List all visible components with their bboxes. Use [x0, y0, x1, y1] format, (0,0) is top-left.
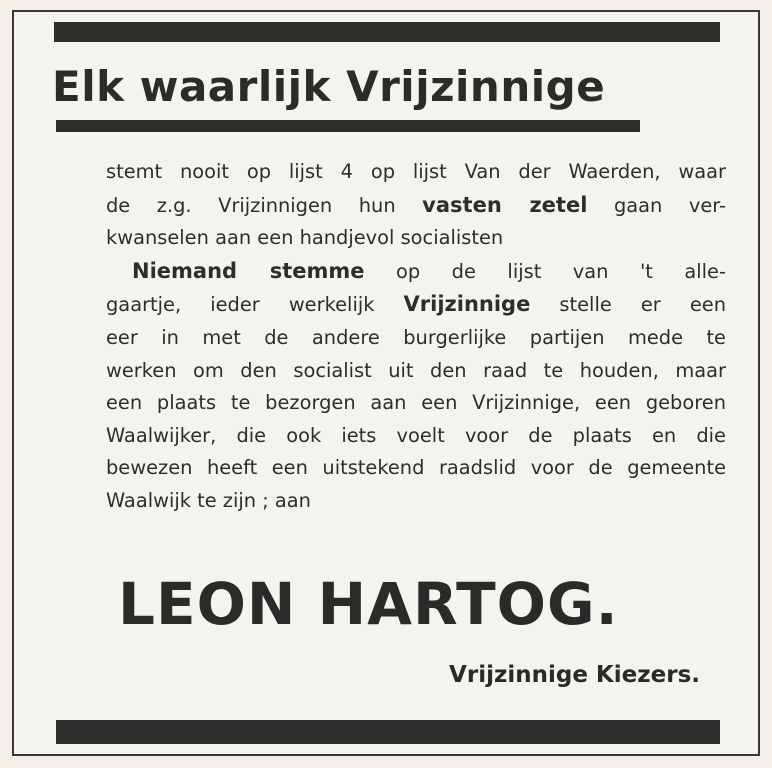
signed-by: Vrijzinnige Kiezers.	[449, 662, 700, 688]
body-line: bewezen heeft een uitstekend raadslid voor de gemeente	[106, 456, 726, 480]
headline: Elk waarlijk Vrijzinnige	[52, 62, 606, 111]
body-text	[106, 156, 726, 518]
body-line: stemt nooit op lijst 4 op lijst Van der Waerden, waar	[106, 160, 726, 183]
headline-underline	[56, 120, 640, 132]
body-line: de z.g. Vrijzinnigen hun vasten zetel gaan ver-	[106, 192, 726, 217]
body-line: Waalwijk te zijn ; aan	[106, 488, 311, 512]
body-line: een plaats te bezorgen aan een Vrijzinnige, een geboren	[106, 391, 726, 415]
body-line: eer in met de andere burgerlijke partijen mede te	[106, 325, 726, 349]
emphasis-vasten-zetel: vasten zetel	[422, 192, 588, 217]
body-line: kwanselen aan een handjevol socialisten	[106, 226, 504, 250]
emphasis-vrijzinnige: Vrijzinnige	[403, 292, 531, 317]
body-line: gaartje, ieder werkelijk Vrijzinnige stelle er een	[106, 292, 726, 317]
emphasis-niemand-stemme: Niemand stemme	[132, 258, 365, 283]
body-line: Waalwijker, die ook iets voelt voor de plaats en die	[106, 423, 726, 447]
body-line: werken om den socialist uit den raad te houden, maar	[106, 358, 726, 382]
candidate-name: LEON HARTOG.	[118, 570, 619, 638]
bottom-rule	[56, 720, 720, 744]
top-rule	[54, 22, 720, 42]
body-line: Niemand stemme op de lijst van 't alle-	[132, 258, 726, 283]
